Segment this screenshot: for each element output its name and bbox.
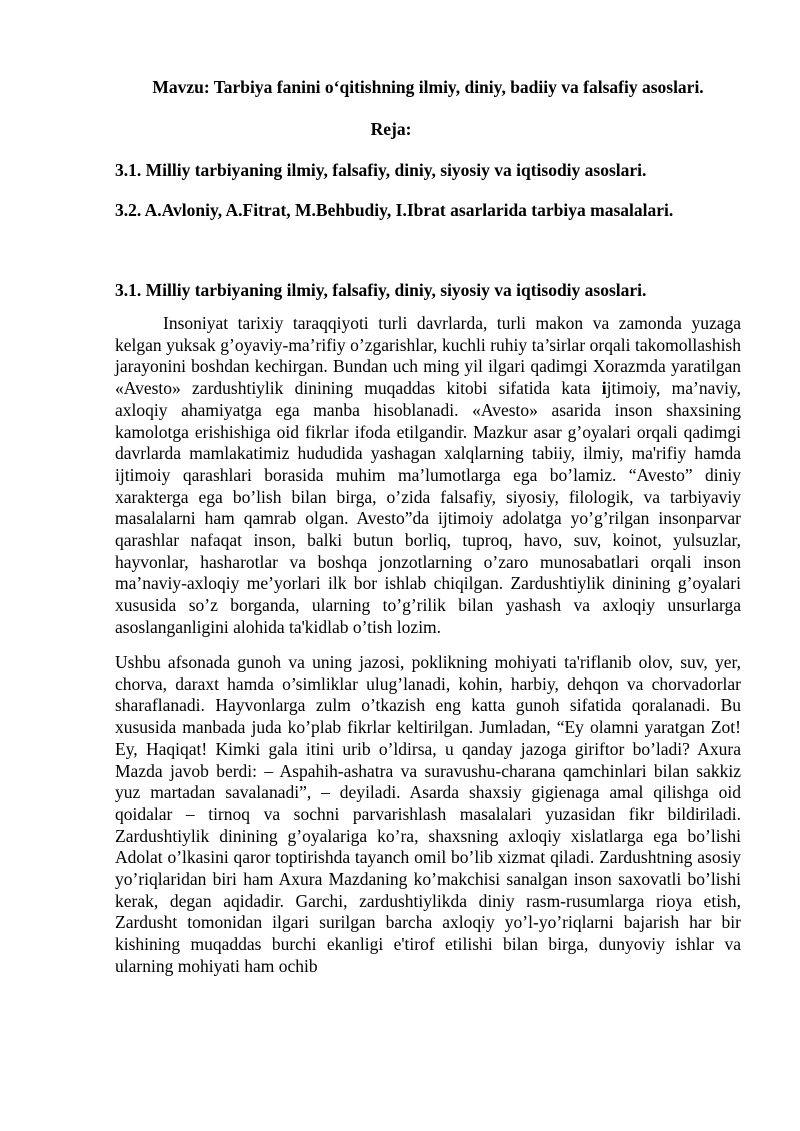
plan-heading: Reja: (370, 119, 412, 139)
paragraph-1-text-a: Insoniyat tarixiy taraqqiyoti turli davrlarda, turli makon va zamonda yuzaga kelgan yuksak g’oyaviy-ma’rifiy o’zgarishlar, kuchli ruhiy ta’sirlar orqali takomollashish jarayonini boshdan kechirgan. Bundan uch ming yil ilgari qadimgi Xorazmda yaratilgan «Avesto» zardushtiylik dinining muqaddas kitobi sifatida kata (115, 313, 741, 399)
paragraph-1 (115, 313, 741, 639)
paragraph-1-text-b: jtimoiy, ma’naviy, axloqiy ahamiyatga ega manba hisoblanadi. «Avesto» asarida inson shaxsining kamolotga erishishiga oid fikrlar ifoda etilgandir. Mazkur asar g’oyalari orqali qadimgi davrlarda mamlakatimiz hududida yashagan xalqlarning tabiiy, ilmiy, ma'rifiy hamda ijtimoiy qarashlari borasida muhim ma’lumotlarga ega bo’lamiz. “Avesto” diniy xarakterga ega bo’lish bilan birga, o’zida falsafiy, siyosiy, filologik, va tarbiyaviy masalalarni ham qamrab olgan. Avesto”da ijtimoiy adolatga yo’g’rilgan insonparvar qarashlar nafaqat inson, balki butun borliq, tuproq, havo, suv, koinot, yulsuzlar, hayvonlar, hasharotlar va boshqa jonzotlarning o’zaro munosabatlari orqali inson ma’naviy-axloqiy me’yorlari ilk bor ishlab chiqilgan. Zardushtiylik dinining g’oyalari xususida so’z borganda, ularning to’g’rilik bilan yashash va axloqiy unsurlarga asoslanganligini alohida ta'kidlab o’tish lozim. (115, 378, 742, 637)
paragraph-2: Ushbu afsonada gunoh va uning jazosi, poklikning mohiyati ta'riflanib olov, suv, yer, chorva, daraxt hamda o’simliklar ulug’lanadi, kohin, harbiy, dehqon va chorvadorlar sharaflanadi. Hayvonlarga zulm o’tkazish eng katta gunoh sifatida qoralanadi. Bu xususida manbada juda ko’plab fikrlar keltirilgan. Jumladan, “Ey olamni yaratgan Zot! Ey, Haqiqat! Kimki gala itini urib o’ldirsa, u qanday jazoga giriftor bo’ladi? Axura Mazda javob berdi: – Aspahih-ashatra va suravushu-charana qamchinlari bilan sakkiz yuz martadan savalanadi”, – deyiladi. Asarda shaxsiy gigienaga amal qilishga oid qoidalar – tirnoq va sochni parvarishlash masalalari yuzasidan fikr bildiriladi. Zardushtiylik dinining g’oyalariga ko’ra, shaxsning axloqiy xislatlarga ega bo’lishi Adolat o’lkasini qaror toptirishda tayanch omil bo’lib xizmat qiladi. Zardushtning asosiy yo’riqlaridan biri ham Axura Mazdaning ko’makchisi sanalgan inson saxovatli bo’lishi kerak, degan aqidadir. Garchi, zardushtiylikda diniy rasm-rusumlarga rioya etish, Zardusht tomonidan ilgari surilgan barcha axloqiy yo’l-yo’riqlarni bajarish har bir kishining muqaddas burchi ekanligi e'tirof etilishi bilan birga, dunyoviy ishlar va ularning mohiyati ham ochib (115, 652, 741, 976)
paragraph-1-bold-letter: i (601, 378, 607, 399)
plan-item-1: 3.1. Milliy tarbiyaning ilmiy, falsafiy, diniy, siyosiy va iqtisodiy asoslari. (115, 160, 647, 180)
plan-item-2: 3.2. A.Avloniy, A.Fitrat, M.Behbudiy, I.Ibrat asarlarida tarbiya masalalari. (115, 200, 674, 220)
section-heading: 3.1. Milliy tarbiyaning ilmiy, falsafiy, diniy, siyosiy va iqtisodiy asoslari. (115, 280, 647, 300)
document-title: Mavzu: Tarbiya fanini o‘qitishning ilmiy, diniy, badiiy va falsafiy asoslari. (152, 77, 704, 97)
